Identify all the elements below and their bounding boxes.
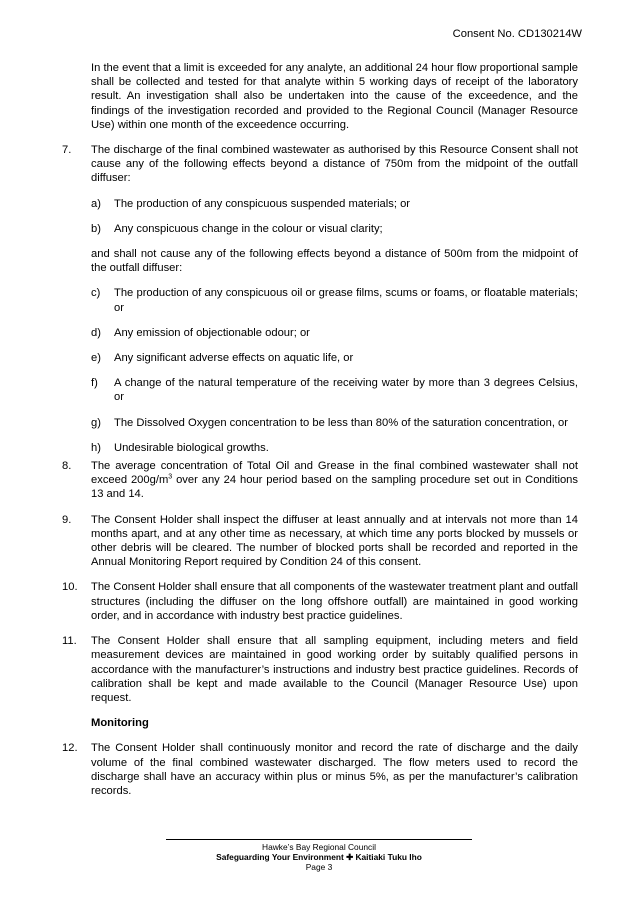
- sub-item-label: c): [91, 287, 101, 300]
- intro-paragraph: In the event that a limit is exceeded for any analyte, an additional 24 hour flow proportional sample shall be collected and tested for that analyte within 5 working days of receipt of the laboratory result. An investigation shall also be undertaken into the cause of the exceedence, and the findings of the investigation recorded and provided to the Regional Council (Manager Resource Use) within one month of the exceedence occurring.: [91, 62, 578, 131]
- sub-item-text: Any conspicuous change in the colour or visual clarity;: [114, 222, 383, 235]
- consent-number: Consent No. CD130214W: [452, 28, 582, 40]
- sub-item-label: h): [91, 441, 101, 454]
- condition-7-middle-text: and shall not cause any of the following effects beyond a distance of 500m from the midpoint of the outfall diffuser:: [91, 248, 578, 275]
- sub-item-g: [91, 416, 578, 430]
- condition-7: [62, 143, 578, 186]
- sub-item-text: Undesirable biological growths.: [114, 441, 269, 454]
- sub-item-e: [91, 351, 578, 365]
- sub-item-label: b): [91, 222, 101, 235]
- condition-number: 8.: [62, 460, 72, 473]
- sub-item-text: The Dissolved Oxygen concentration to be less than 80% of the saturation concentration, or: [114, 416, 568, 429]
- sub-item-a: [91, 197, 578, 211]
- footer-slogan: [0, 852, 638, 862]
- sub-item-label: g): [91, 416, 101, 429]
- condition-text-start: The average concentration of Total Oil and Grease in the final combined wastewater shall not exceed 200g/m: [91, 460, 578, 487]
- sub-item-label: a): [91, 197, 101, 210]
- condition-text-end: over any 24 hour period based on the sampling procedure set out in Conditions 13 and 14.: [91, 474, 578, 501]
- sub-item-label: e): [91, 352, 101, 365]
- footer-slogan-right: Kaitiaki Tuku Iho: [355, 852, 422, 863]
- document-body: [62, 61, 578, 809]
- condition-number: 11.: [62, 635, 77, 648]
- monitoring-heading: Monitoring: [91, 717, 149, 730]
- page-number: Page 3: [305, 862, 333, 873]
- cross-icon: ✚: [346, 852, 354, 863]
- condition-text: The Consent Holder shall ensure that all sampling equipment, including meters and field measurement devices are maintained in good working order by suitably qualified persons in accordance with the manufacturer’s instructions and industry best practice guidelines. Records of calibration shall be kept and made available to the Council (Manager Resource Use) upon request.: [91, 635, 578, 704]
- sub-item-d: [91, 326, 578, 340]
- sub-item-label: f): [91, 377, 98, 390]
- condition-12: [62, 741, 578, 798]
- condition-number: 10.: [62, 581, 78, 594]
- condition-9: [62, 513, 578, 570]
- condition-8: [62, 459, 578, 502]
- condition-text: The Consent Holder shall ensure that all components of the wastewater treatment plant and outfall structures (including the diffuser on the long offshore outfall) are maintained in good working order, and in accordance with industry best practice guidelines.: [91, 581, 578, 622]
- condition-10: [62, 580, 578, 623]
- sub-item-label: d): [91, 326, 101, 339]
- footer-organisation: Hawke’s Bay Regional Council: [262, 842, 376, 852]
- condition-text: The Consent Holder shall continuously monitor and record the rate of discharge and the daily volume of the final combined wastewater discharged. The flow meters used to record the discharge shall have an accuracy within plus or minus 5%, as per the manufacturer’s calibration records.: [91, 742, 578, 797]
- sub-item-text: Any emission of objectionable odour; or: [114, 326, 310, 339]
- page-footer: [0, 842, 638, 873]
- condition-text: The discharge of the final combined wastewater as authorised by this Resource Consent shall not cause any of the following effects beyond a distance of 750m from the midpoint of the outfall diffuser:: [91, 144, 578, 185]
- condition-number: 12.: [62, 742, 78, 755]
- footer-divider: [166, 839, 472, 840]
- sub-item-h: [91, 441, 578, 455]
- sub-item-text: The production of any conspicuous suspended materials; or: [114, 197, 411, 210]
- sub-item-text: A change of the natural temperature of the receiving water by more than 3 degrees Celsius, or: [114, 377, 578, 404]
- condition-11: [62, 634, 578, 705]
- condition-number: 9.: [62, 513, 72, 526]
- sub-item-b: [91, 222, 578, 236]
- sub-item-c: [91, 286, 578, 314]
- sub-item-f: [91, 376, 578, 404]
- sub-item-text: The production of any conspicuous oil or grease films, scums or foams, or floatable materials; or: [114, 287, 578, 314]
- condition-text: The Consent Holder shall inspect the diffuser at least annually and at intervals not more than 14 months apart, and at any other time as necessary, at which time any ports blocked by mussels or other debris will be cleared. The number of blocked ports shall be recorded and reported in the Annual Monitoring Report required by Condition 24 of this consent.: [91, 513, 578, 569]
- sub-item-text: Any significant adverse effects on aquatic life, or: [114, 352, 354, 365]
- superscript-3: 3: [168, 473, 173, 481]
- footer-slogan-left: Safeguarding Your Environment: [216, 852, 344, 863]
- condition-number: 7.: [62, 144, 72, 157]
